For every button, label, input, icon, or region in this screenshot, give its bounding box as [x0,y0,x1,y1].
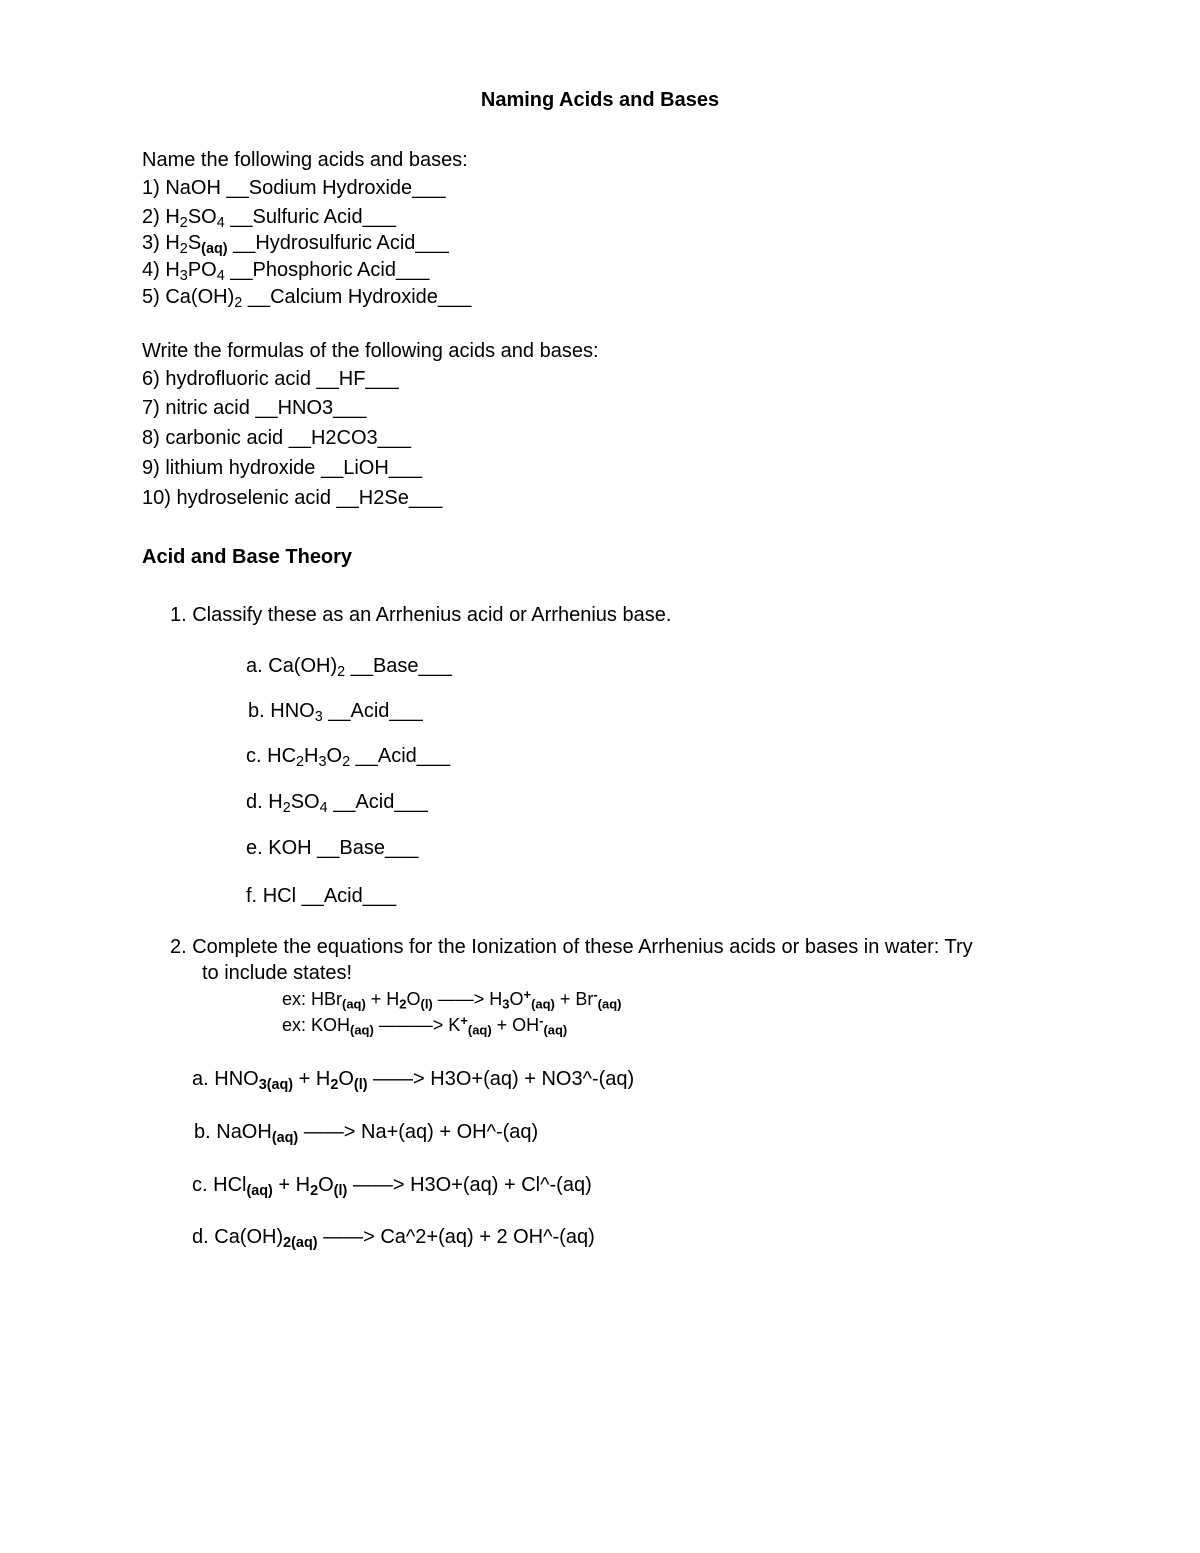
list-item: 9) lithium hydroxide __LiOH___ [142,457,423,479]
list-item: a. $Ca(OH)_2$ __Base___ [246,655,452,681]
list-item: 5) $Ca(OH)_2$ __Calcium Hydroxide___ [142,286,472,312]
question-2-prompt: 2. Complete the equations for the Ionization of these Arrhenius acids or bases in water: Try [170,936,973,958]
list-item: 8) carbonic acid __H2CO3___ [142,427,412,449]
list-item: d. $H_2SO_4$ __Acid___ [246,791,428,817]
list-item: 10) hydroselenic acid __H2Se___ [142,487,443,509]
question-2-prompt-continued: to include states! [202,962,353,984]
example-equation: ex: $KOH_{(aq)}$ ———> $K^+_{(aq)} + OH^-_{(aq)}$ [282,1013,568,1038]
question-1-prompt: 1. Classify these as an Arrhenius acid or Arrhenius base. [170,604,672,626]
equation-item: b. NaOH$_{(aq)}$ ——> Na+(aq) + OH^-(aq) [194,1121,539,1147]
section-heading: Acid and Base Theory [142,546,353,568]
equation-item: a. $HNO_{3(aq)} + H_2O_{(l)}$ ——> H3O+(aq) + NO3^-(aq) [192,1068,635,1094]
list-item: c. $HC_2H_3O_2$ __Acid___ [246,745,451,771]
page-title: Naming Acids and Bases [480,89,720,111]
equation-item: c. $HCl_{(aq)} + H_2O_{(l)}$ ——> H3O+(aq) + Cl^-(aq) [192,1174,592,1200]
example-equation: ex: $HBr_{(aq)} + H_2O_{(l)}$ ——> $H_3O^+_{(aq)} + Br^-_{(aq)}$ [282,987,622,1012]
list-item: 4) $H_3PO_4$ __Phosphoric Acid___ [142,259,430,285]
list-item: b. $HNO_3$ __Acid___ [248,700,423,726]
list-item: 6) hydrofluoric acid __HF___ [142,368,399,390]
list-item: 3) $H_2S_{(aq)}$ __Hydrosulfuric Acid___ [142,232,449,258]
equation-item: d. $Ca(OH)_{2(aq)}$ ——> Ca^2+(aq) + 2 OH^-(aq) [192,1226,595,1252]
list-item: f. HCl __Acid___ [246,885,397,907]
list-item: e. KOH __Base___ [246,837,419,859]
section1-instruction: Name the following acids and bases: [142,149,468,171]
list-item: 2) $H_2SO_4$ __Sulfuric Acid___ [142,206,396,232]
list-item: 1) NaOH __Sodium Hydroxide___ [142,177,446,199]
list-item: 7) nitric acid __HNO3___ [142,397,367,419]
section2-instruction: Write the formulas of the following acids and bases: [142,340,599,362]
